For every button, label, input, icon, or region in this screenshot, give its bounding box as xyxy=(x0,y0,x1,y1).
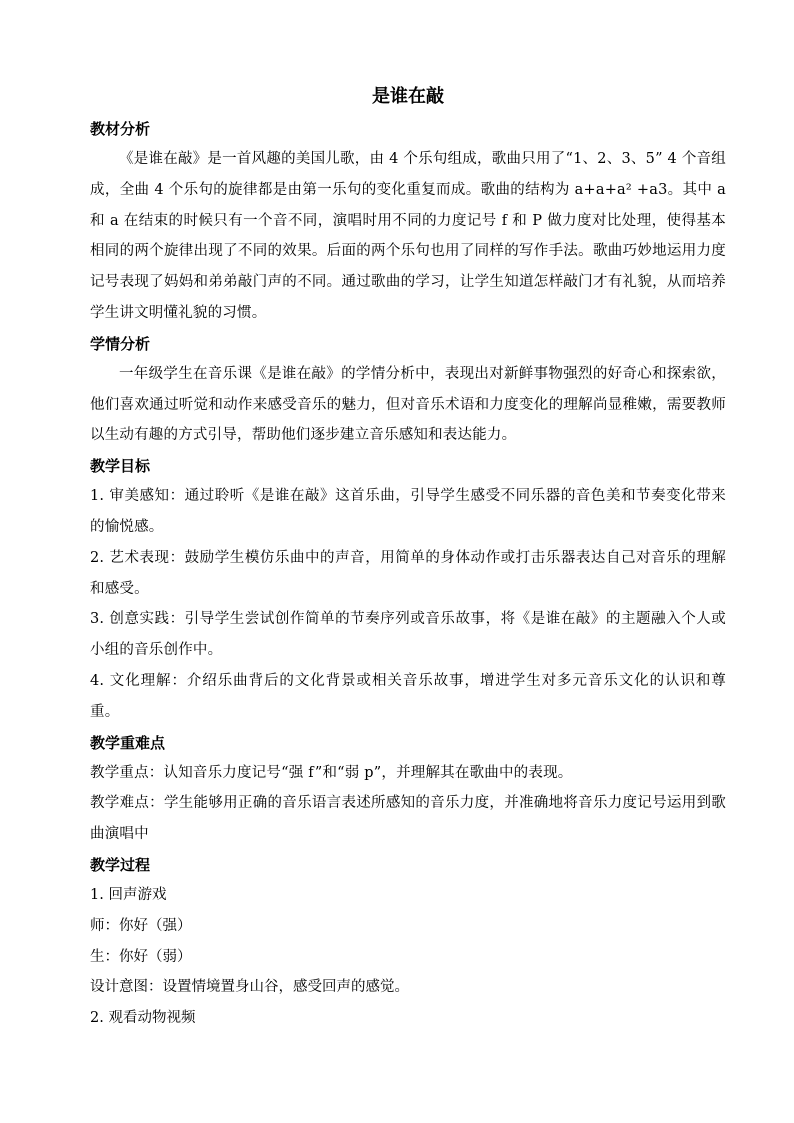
page-title: 是谁在敲 xyxy=(372,86,444,107)
goal-item-4: 4. 文化理解：介绍乐曲背后的文化背景或相关音乐故事，增进学生对多元音乐文化的认识和尊重。 xyxy=(90,672,726,720)
process-line-2: 师：你好（强） xyxy=(90,917,192,934)
key-point-focus: 教学重点：认知音乐力度记号“强 f”和“弱 p”，并理解其在歌曲中的表现。 xyxy=(90,764,573,781)
document-body xyxy=(90,82,726,1034)
learners-paragraph: 一年级学生在音乐课《是谁在敲》的学情分析中，表现出对新鲜事物强烈的好奇心和探索欲，他们喜欢通过听觉和动作来感受音乐的魅力，但对音乐术语和力度变化的理解尚显稚嫩，需要教师以生动有趣的方式引导，帮助他们逐步建立音乐感知和表达能力。 xyxy=(90,365,726,444)
section-heading-materials: 教材分析 xyxy=(90,120,151,138)
process-line-1: 1. 回声游戏 xyxy=(90,886,167,903)
materials-paragraph: 《是谁在敲》是一首风趣的美国儿歌，由 4 个乐句组成，歌曲只用了“1、2、3、5” 4 个音组成，全曲 4 个乐句的旋律都是由第一乐句的变化重复而成。歌曲的结构为 a+a+a² +a3。其中 a 和 a 在结束的时候只有一个音不同，演唱时用不同的力度记号 f 和 P 做力度对比处理，使得基本相同的两个旋律出现了不同的效果。后面的两个乐句也用了同样的写作手法。歌曲巧妙地运用力度记号表现了妈妈和弟弟敲门声的不同。通过歌曲的学习，让学生知道怎样敲门才有礼貌，从而培养学生讲文明懂礼貌的习惯。 xyxy=(90,151,726,321)
process-line-5: 2. 观看动物视频 xyxy=(90,1010,196,1027)
goal-item-1: 1. 审美感知：通过聆听《是谁在敲》这首乐曲，引导学生感受不同乐器的音色美和节奏变化带来的愉悦感。 xyxy=(90,488,726,535)
process-line-4: 设计意图：设置情境置身山谷，感受回声的感觉。 xyxy=(90,979,409,996)
section-heading-goals: 教学目标 xyxy=(90,457,151,476)
section-heading-process: 教学过程 xyxy=(90,855,151,874)
process-line-3: 生：你好（弱） xyxy=(90,948,192,965)
goal-item-2: 2. 艺术表现：鼓励学生模仿乐曲中的声音，用简单的身体动作或打击乐器表达自己对音乐的理解和感受。 xyxy=(90,549,726,597)
section-heading-learners: 学情分析 xyxy=(90,334,151,353)
key-point-difficulty: 教学难点：学生能够用正确的音乐语言表述所感知的音乐力度，并准确地将音乐力度记号运用到歌曲演唱中 xyxy=(90,795,726,843)
section-heading-key-points: 教学重难点 xyxy=(90,733,166,752)
goal-item-3: 3. 创意实践：引导学生尝试创作简单的节奏序列或音乐故事，将《是谁在敲》的主题融入个人或小组的音乐创作中。 xyxy=(90,611,726,659)
